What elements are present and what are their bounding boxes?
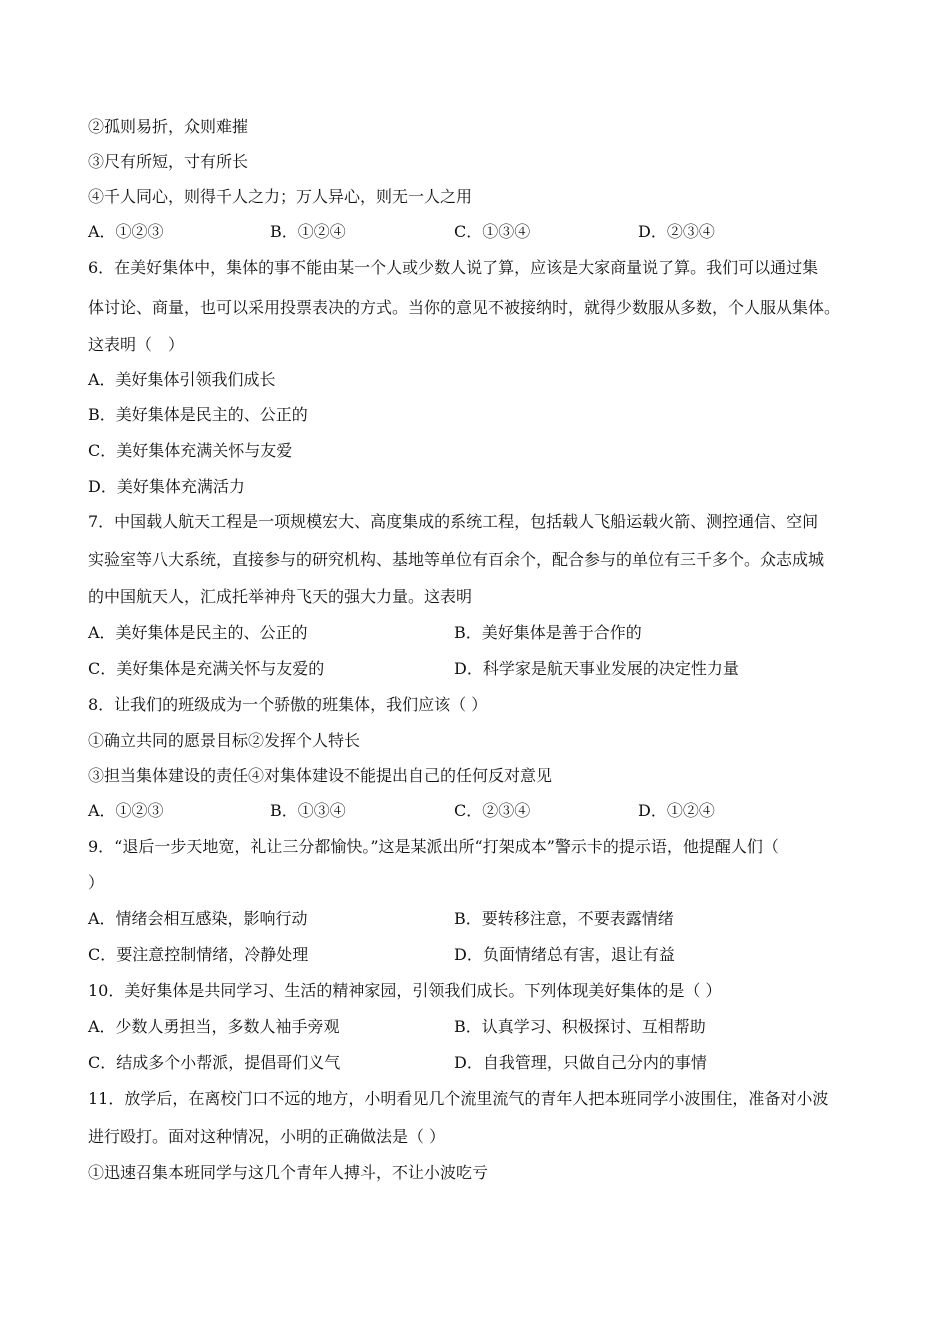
q6-stem-2: 体讨论、商量，也可以采用投票表决的方式。当你的意见不被接纳时，就得少数服从多数，个人服从集体。 [88,298,841,317]
q11-stem-2: 进行殴打。面对这种情况，小明的正确做法是（ ） [88,1127,446,1146]
q7-stem-3: 的中国航天人，汇成托举神舟飞天的强大力量。这表明 [88,587,473,606]
q6-choice-b: B．美好集体是民主的、公正的 [88,405,308,424]
q6-stem-3: 这表明（ ） [88,335,185,354]
q8-choice-a: A．①②③ [88,801,164,820]
q10-choice-c: C．结成多个小帮派，提倡哥们义气 [88,1053,341,1072]
q5-option-2: ②孤则易折，众则难摧 [88,117,249,136]
q8-choice-d: D．①②④ [638,801,715,820]
q5-choice-a: A．①②③ [88,222,164,241]
q8-stem: 8．让我们的班级成为一个骄傲的班集体，我们应该（ ） [88,695,488,714]
q6-stem-1: 6．在美好集体中，集体的事不能由某一个人或少数人说了算，应该是大家商量说了算。我们可以通过集 [88,258,819,277]
q9-choice-b: B．要转移注意，不要表露情绪 [454,909,674,928]
q5-choice-d: D．②③④ [638,222,715,241]
q6-choice-c: C．美好集体充满关怀与友爱 [88,441,293,460]
q9-stem-1: 9．“退后一步天地宽，礼让三分都愉快。”这是某派出所“打架成本”警示卡的提示语，他提醒人们（ [88,837,779,856]
q8-options-2: ③担当集体建设的责任④对集体建设不能提出自己的任何反对意见 [88,766,553,785]
q7-choice-a: A．美好集体是民主的、公正的 [88,623,308,642]
q9-choice-a: A．情绪会相互感染，影响行动 [88,909,308,928]
q5-option-3: ③尺有所短，寸有所长 [88,152,249,171]
q11-stem-1: 11．放学后，在离校门口不远的地方，小明看见几个流里流气的青年人把本班同学小波围住，准备对小波 [88,1089,829,1108]
q10-stem: 10．美好集体是共同学习、生活的精神家园，引领我们成长。下列体现美好集体的是（ ） [88,981,722,1000]
q5-option-4: ④千人同心，则得千人之力；万人异心，则无一人之用 [88,187,473,206]
q7-stem-2: 实验室等八大系统，直接参与的研究机构、基地等单位有百余个，配合参与的单位有三千多个。众志成城 [88,550,825,569]
q7-choice-b: B．美好集体是善于合作的 [454,623,642,642]
q8-options-1: ①确立共同的愿景目标②发挥个人特长 [88,731,361,750]
q5-choice-c: C．①③④ [454,222,531,241]
q10-choice-d: D．自我管理，只做自己分内的事情 [454,1053,707,1072]
q7-choice-d: D．科学家是航天事业发展的决定性力量 [454,659,739,678]
q9-choice-d: D．负面情绪总有害，退让有益 [454,945,675,964]
q11-option-1: ①迅速召集本班同学与这几个青年人搏斗，不让小波吃亏 [88,1163,489,1182]
q8-choice-c: C．②③④ [454,801,531,820]
q8-choice-b: B．①③④ [270,801,346,820]
q9-stem-2: ） [88,873,105,892]
q9-choice-c: C．要注意控制情绪，冷静处理 [88,945,309,964]
q6-choice-a: A．美好集体引领我们成长 [88,370,276,389]
q5-choice-b: B．①②④ [270,222,346,241]
q10-choice-b: B．认真学习、积极探讨、互相帮助 [454,1017,706,1036]
q10-choice-a: A．少数人勇担当，多数人袖手旁观 [88,1017,340,1036]
q6-choice-d: D．美好集体充满活力 [88,477,245,496]
q7-stem-1: 7．中国载人航天工程是一项规模宏大、高度集成的系统工程，包括载人飞船运载火箭、测控通信、空间 [88,512,819,531]
q7-choice-c: C．美好集体是充满关怀与友爱的 [88,659,325,678]
